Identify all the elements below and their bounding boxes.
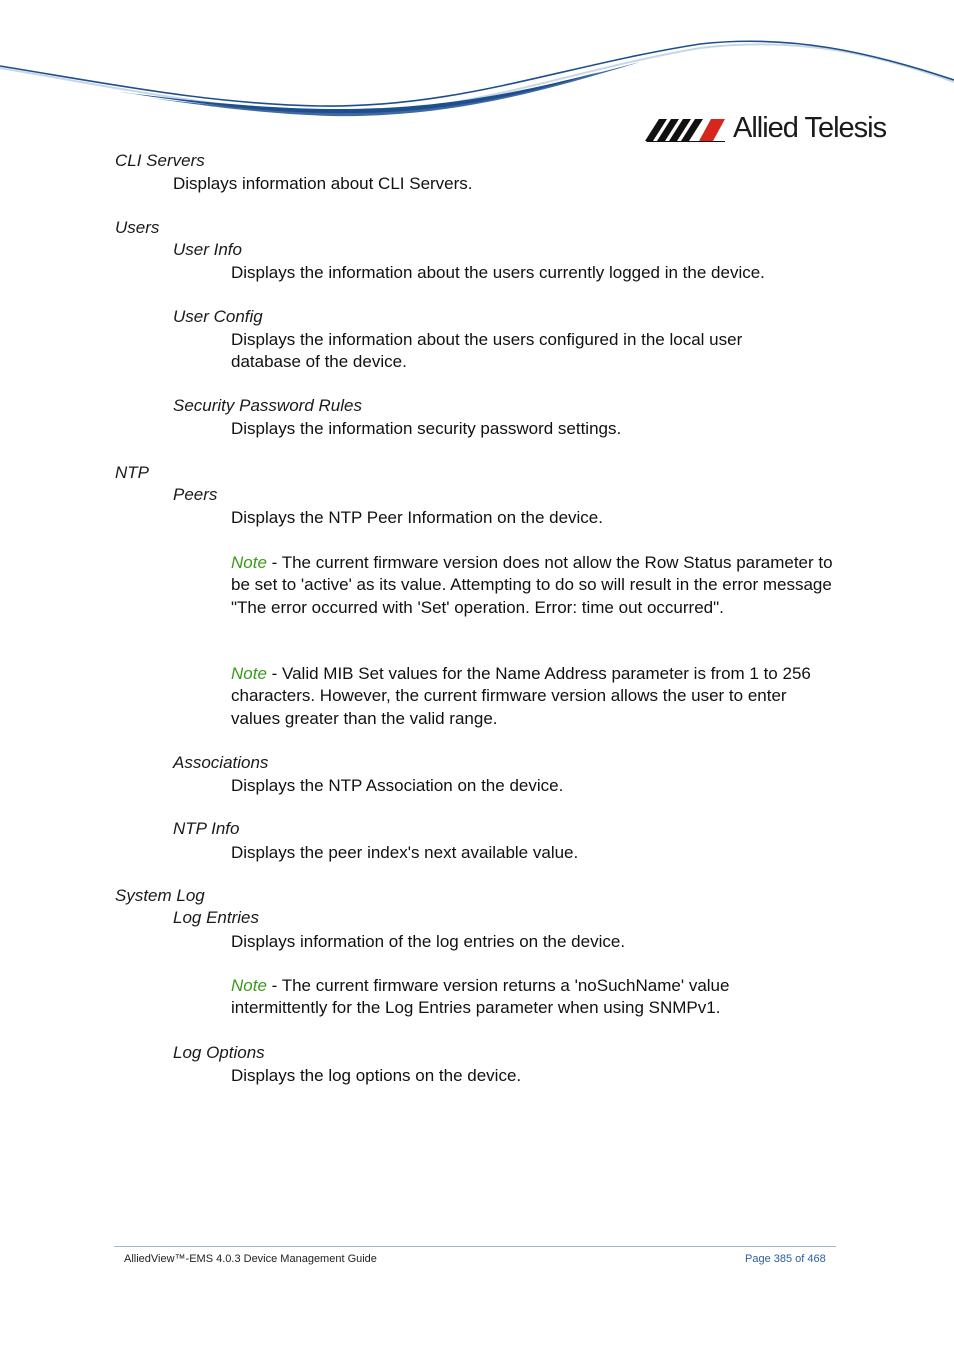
subheading-user-info: User Info bbox=[173, 240, 242, 259]
section-heading-system-log: System Log bbox=[115, 886, 205, 905]
brand-name: Allied Telesis bbox=[733, 111, 887, 144]
note-label: Note bbox=[231, 976, 267, 995]
subheading-log-options: Log Options bbox=[173, 1043, 265, 1062]
associations-description: Displays the NTP Association on the device. bbox=[231, 776, 564, 795]
user-config-description: Displays the information about the users configured in the local user database of the device. bbox=[231, 330, 743, 372]
footer-document-title: AlliedView™-EMS 4.0.3 Device Management Guide bbox=[124, 1253, 377, 1265]
subheading-user-config: User Config bbox=[173, 307, 263, 326]
log-entries-note bbox=[231, 975, 776, 1020]
note-text: - The current firmware version returns a 'noSuchName' value intermittently for the Log Entries parameter when using SNMPv1. bbox=[231, 976, 730, 1018]
logo-mark-icon bbox=[645, 114, 727, 142]
section-heading-cli-servers: CLI Servers bbox=[115, 151, 205, 170]
note-text: - Valid MIB Set values for the Name Address parameter is from 1 to 256 characters. However, the current firmware version allows the user to enter values greater than the valid range. bbox=[231, 664, 811, 728]
log-entries-description: Displays information of the log entries on the device. bbox=[231, 932, 626, 951]
security-password-rules-description: Displays the information security password settings. bbox=[231, 419, 622, 438]
footer-divider bbox=[114, 1246, 836, 1247]
allied-telesis-logo bbox=[645, 110, 905, 146]
section-heading-ntp: NTP bbox=[115, 463, 149, 482]
ntp-info-description: Displays the peer index's next available value. bbox=[231, 843, 579, 862]
user-info-description: Displays the information about the users currently logged in the device. bbox=[231, 263, 765, 282]
note-text: - The current firmware version does not allow the Row Status parameter to be set to 'active' as its value. Attempting to do so will result in the error message "The error occurred with 'Set' operation. Error: time out occurred". bbox=[231, 553, 833, 617]
subheading-ntp-info: NTP Info bbox=[173, 819, 240, 838]
peers-description: Displays the NTP Peer Information on the device. bbox=[231, 508, 603, 527]
log-options-description: Displays the log options on the device. bbox=[231, 1066, 522, 1085]
subheading-associations: Associations bbox=[173, 753, 269, 772]
subheading-peers: Peers bbox=[173, 485, 218, 504]
subheading-security-password-rules: Security Password Rules bbox=[173, 396, 362, 415]
peers-note-1 bbox=[231, 552, 835, 619]
section-heading-users: Users bbox=[115, 218, 160, 237]
peers-note-2 bbox=[231, 663, 821, 730]
cli-servers-description: Displays information about CLI Servers. bbox=[173, 174, 473, 193]
footer-page-number: Page 385 of 468 bbox=[745, 1253, 826, 1265]
note-label: Note bbox=[231, 553, 267, 572]
subheading-log-entries: Log Entries bbox=[173, 908, 259, 927]
note-label: Note bbox=[231, 664, 267, 683]
